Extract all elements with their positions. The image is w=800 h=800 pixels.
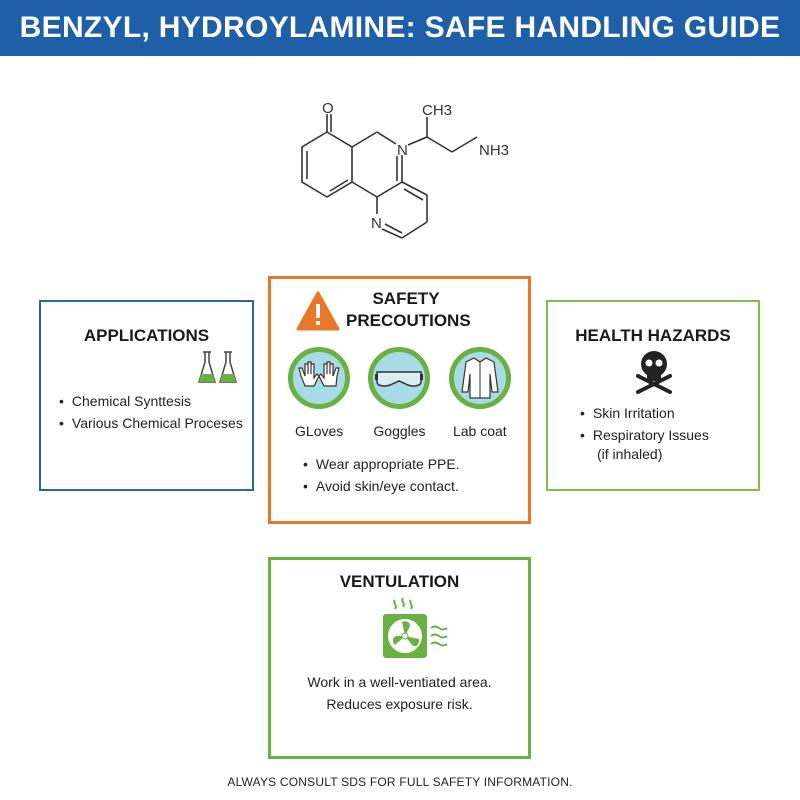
ventilation-fan-icon [379, 596, 449, 662]
list-item: • Respiratory Issues [580, 424, 709, 446]
ppe-icons [271, 347, 528, 439]
footer-disclaimer: ALWAYS CONSULT SDS FOR FULL SAFETY INFORMATION. [227, 775, 573, 789]
ppe-gloves [282, 347, 357, 439]
list-item: • Skin Irritation [580, 402, 709, 424]
gloves-icon [288, 347, 350, 409]
flasks-icon [196, 350, 242, 386]
ventilation-panel [268, 557, 531, 759]
ppe-label: Lab coat [452, 423, 507, 439]
health-list [580, 402, 709, 446]
ppe-goggles [362, 347, 437, 439]
atom-nitrogen: N [371, 215, 382, 232]
ppe-label: GLoves [295, 423, 344, 439]
applications-panel [39, 300, 254, 491]
list-item: • Chemical Synttesis [59, 390, 243, 412]
atom-amine: NH3 [479, 142, 510, 159]
safety-list [303, 453, 460, 497]
title-banner [0, 0, 800, 56]
warning-icon [296, 291, 340, 331]
ppe-label: Goggles [373, 423, 426, 439]
safety-precautions-panel [268, 276, 531, 524]
health-heading: HEALTH HAZARDS [575, 326, 731, 345]
molecule-structure [270, 85, 530, 255]
skull-crossbones-icon [632, 348, 676, 394]
atom-methyl: CH3 [422, 102, 453, 119]
ventilation-line: Reduces exposure risk. [326, 696, 473, 712]
lab-coat-icon [449, 347, 511, 409]
ppe-lab-coat [442, 347, 517, 439]
atom-nitrogen: N [397, 142, 408, 159]
health-note: (if inhaled) [597, 446, 663, 462]
atom-oxygen: O [322, 100, 334, 117]
page-title: BENZYL, HYDROYLAMINE: SAFE HANDLING GUIDE [19, 11, 781, 44]
safety-heading-line1: SAFETY [372, 289, 440, 308]
list-item: • Wear appropriate PPE. [303, 453, 460, 475]
ventilation-line: Work in a well-ventiated area. [307, 674, 492, 690]
applications-list [59, 390, 243, 434]
list-item: • Avoid skin/eye contact. [303, 475, 460, 497]
health-hazards-panel [546, 300, 760, 491]
ventilation-heading: VENTULATION [339, 572, 460, 591]
safety-heading-line2: PRECOUTIONS [346, 311, 471, 330]
goggles-icon [368, 347, 430, 409]
applications-heading: APPLICATIONS [83, 326, 210, 345]
list-item: • Various Chemical Proceses [59, 412, 243, 434]
